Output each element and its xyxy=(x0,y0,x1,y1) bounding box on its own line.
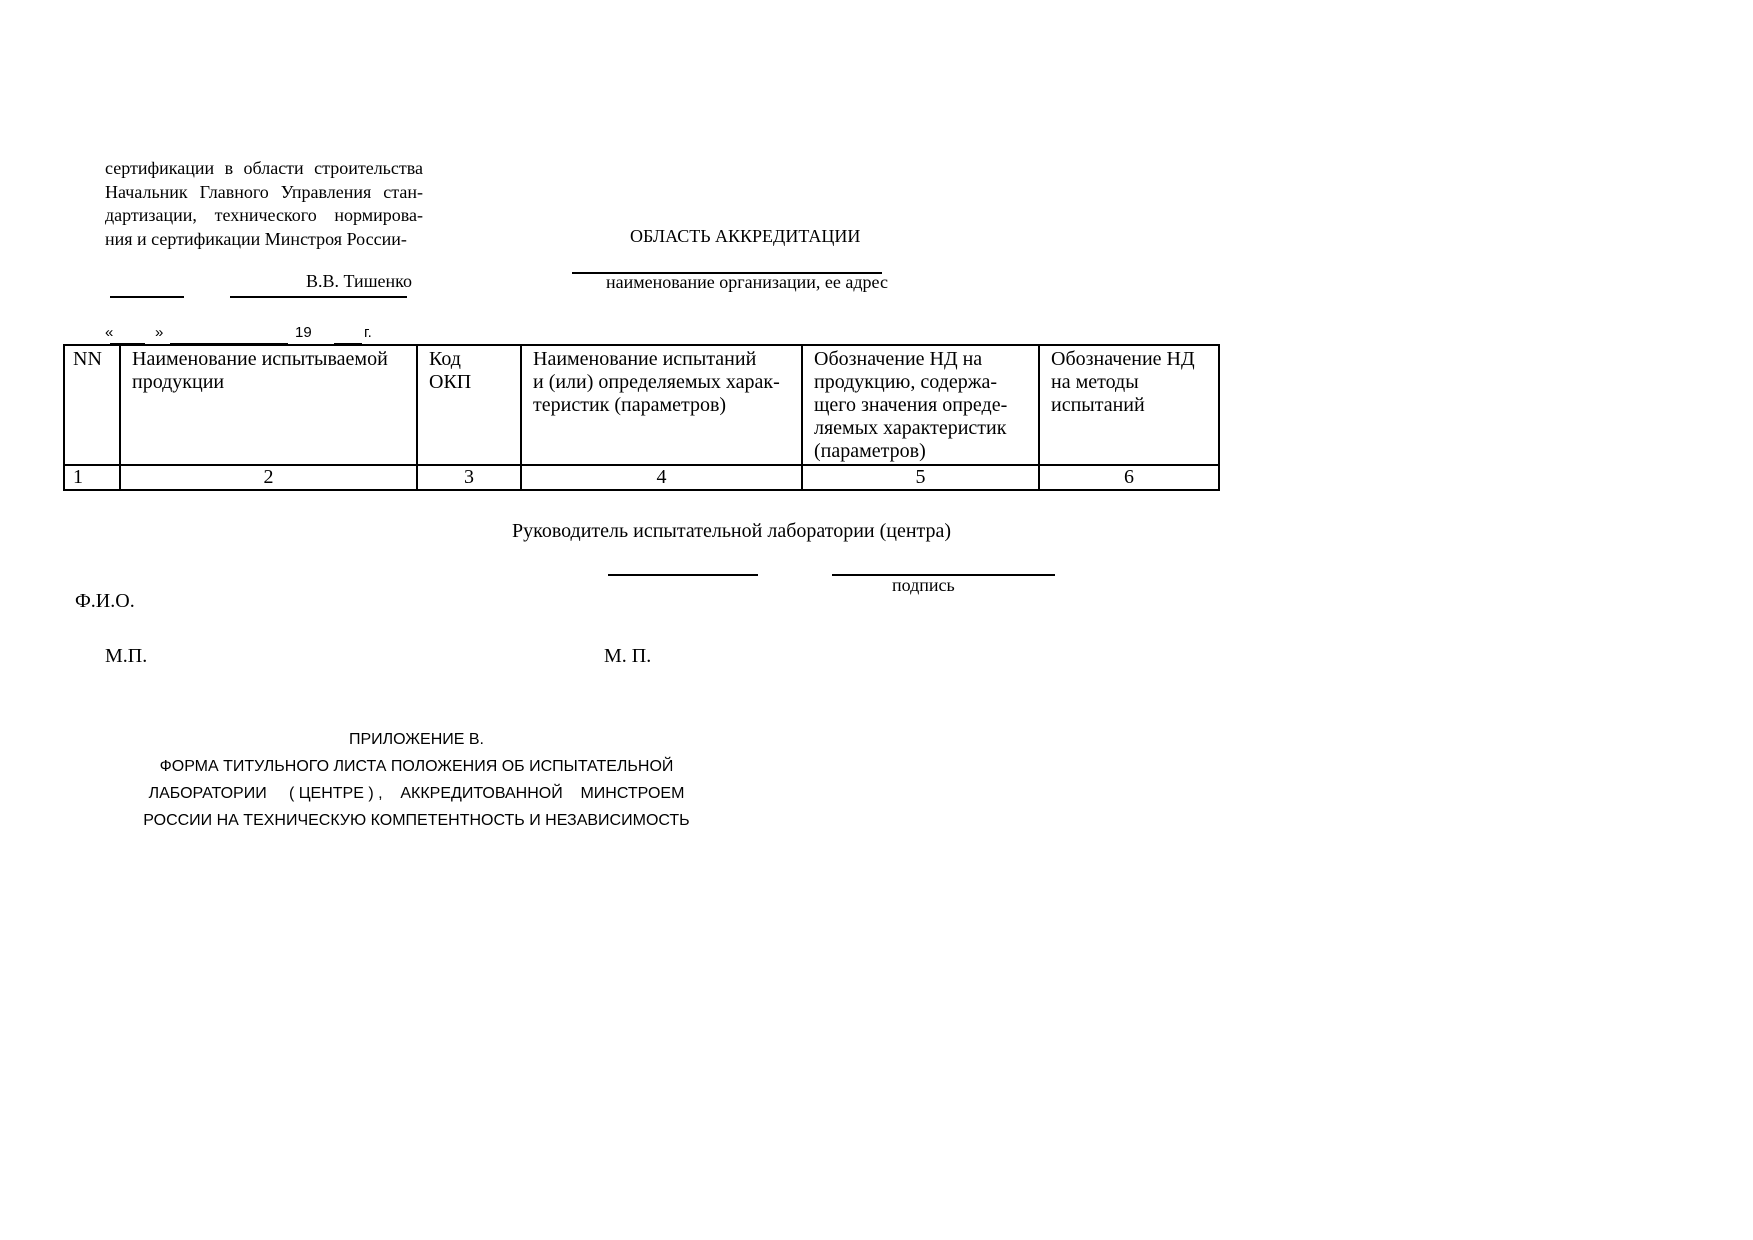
header-cell: NN xyxy=(64,345,120,465)
appendix-line: РОССИИ НА ТЕХНИЧЕСКУЮ КОМПЕТЕНТНОСТЬ И НЕЗАВИСИМОСТЬ xyxy=(143,812,690,829)
column-number: 5 xyxy=(802,465,1039,490)
column-number: 3 xyxy=(417,465,521,490)
column-number: 2 xyxy=(120,465,417,490)
approval-line: Начальник Главного Управления стан- xyxy=(105,181,423,202)
date-year-prefix: 19 xyxy=(295,324,312,341)
accreditation-title: ОБЛАСТЬ АККРЕДИТАЦИИ xyxy=(630,226,861,246)
appendix-title: ПРИЛОЖЕНИЕ В. xyxy=(349,731,484,748)
fio-label: Ф.И.О. xyxy=(75,590,135,612)
header-cell: Обозначение НД на продукцию, содержа- щего значения опреде- ляемых характеристик (параметров) xyxy=(802,345,1039,465)
header-cell: Обозначение НД на методы испытаний xyxy=(1039,345,1219,465)
lab-head-title: Руководитель испытательной лаборатории (центра) xyxy=(512,520,952,542)
accreditation-table xyxy=(63,344,1220,491)
approval-line: дартизации, технического нормирова- xyxy=(105,205,423,225)
appendix-line: ФОРМА ТИТУЛЬНОГО ЛИСТА ПОЛОЖЕНИЯ ОБ ИСПЫТАТЕЛЬНОЙ xyxy=(159,758,674,775)
appendix-heading xyxy=(114,726,719,834)
header-cell: Наименование испытываемой продукции xyxy=(120,345,417,465)
approval-line: ния и сертификации Минстроя России- xyxy=(105,228,407,249)
approval-line: сертификации в области строительства xyxy=(105,158,423,178)
approval-block xyxy=(105,157,423,251)
approver-name: В.В. Тишенко xyxy=(306,271,413,291)
appendix-line: ЛАБОРАТОРИИ ( ЦЕНТРЕ ) , АККРЕДИТОВАННОЙ МИНСТРОЕМ xyxy=(148,785,685,802)
header-cell: Наименование испытаний и (или) определяемых харак- теристик (параметров) xyxy=(521,345,802,465)
column-number: 6 xyxy=(1039,465,1219,490)
date-close-quote: » xyxy=(155,324,164,341)
table-number-row xyxy=(64,465,1219,490)
date-year-suffix: г. xyxy=(364,324,372,341)
fio-line xyxy=(608,574,758,576)
column-number: 1 xyxy=(64,465,120,490)
signature-line-short xyxy=(110,296,184,298)
table-header-row xyxy=(64,345,1219,465)
column-number: 4 xyxy=(521,465,802,490)
stamp-place-left: М.П. xyxy=(105,645,148,667)
stamp-place-right: М. П. xyxy=(604,645,652,667)
date-open-quote: « xyxy=(105,324,114,341)
header-cell: Код ОКП xyxy=(417,345,521,465)
organization-caption: наименование организации, ее адрес xyxy=(606,272,888,292)
signature-line xyxy=(230,296,407,298)
signature-caption: подпись xyxy=(892,575,955,595)
